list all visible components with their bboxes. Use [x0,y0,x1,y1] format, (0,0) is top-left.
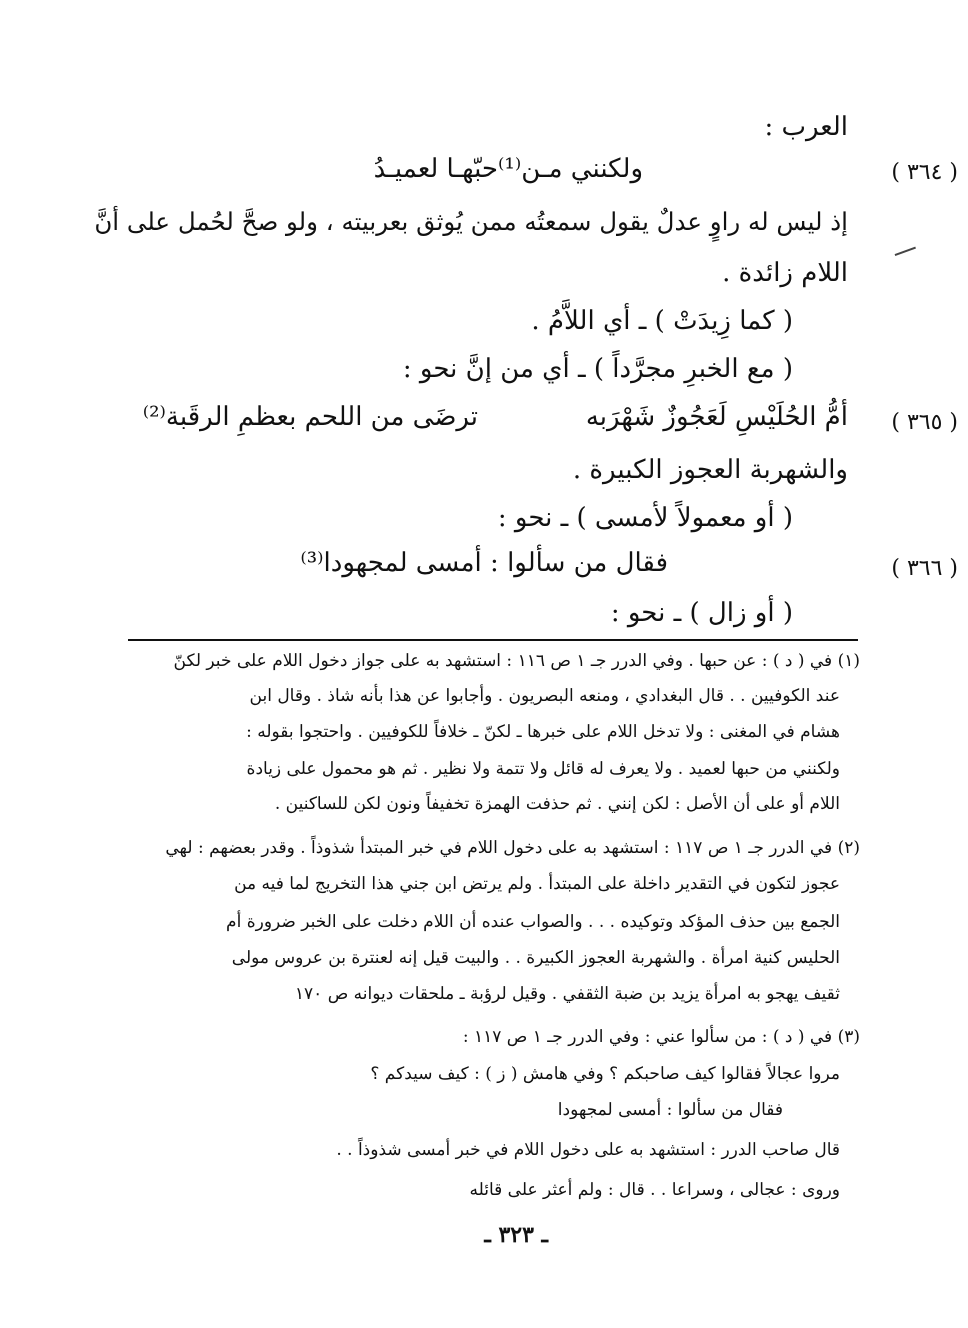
footnote-2-line: (٢) في الدرر جـ ١ ص ١١٧ : استشهد به على دخول اللام في خبر المبتدأ شذوذاً . وقدر بعضهم : لهي [165,838,860,858]
paragraph-line: اللام زائدة . [722,258,848,288]
commentary-line: ( كما زِيدَتْ ) ـ أي اللاَّمُ . [531,306,793,336]
footnote-1-line: (١) في ( د ) : عن حبها . وفي الدرر جـ ١ ص ١١٦ : استشهد به على جواز دخول اللام على خبر لكنّ [173,651,860,671]
verse-365-first-hemistich: أمُّ الحُلَيْسِ لَعَجُوزٌ شَهْرَبه [585,402,848,432]
paragraph-line: والشهربة العجوز الكبيرة . [572,455,848,485]
verse-366: فقال من سألوا : أمسى لمجهودا⁽³⁾ [300,548,668,578]
footnote-2-line: ثقيف يهجو به امرأة يزيد بن ضبة الثقفي . وقيل لرؤبة ـ ملحقات ديوانه ص ١٧٠ [294,984,840,1004]
footnote-3-line: قال صاحب الدرر : استشهد به على دخول اللام في خبر أمسى شذوذاً . . [336,1140,840,1160]
footnote-3-line: (٣) في ( د ) : من سألوا عني : وفي الدرر جـ ١ ص ١١٧ : [462,1027,860,1047]
footnote-3-line: وروى : عجالى ، وسراعا . . قال : ولم أعثر على قائله [469,1180,840,1200]
verse-number-364: ( ٣٦٤ ) [891,160,958,185]
footnote-2-line: عجوز لتكون في التقدير داخلة على المبتدأ . ولم يرتض ابن جني هذا التخريج لما فيه من [234,874,840,894]
verse-number-366: ( ٣٦٦ ) [891,556,958,581]
commentary-line: ( أو معمولاً لأمسى ) ـ نحو : [497,503,793,533]
footnote-1-line: اللام أو على أن الأصل : لكن إنني . ثم حذفت الهمزة تخفيفاً ونون لكن للساكنين . [274,794,840,814]
footnote-separator [128,639,858,641]
margin-mark [895,247,920,266]
verse-365-second-hemistich: ترضَى من اللحم بعظمِ الرقَبة⁽²⁾ [142,402,478,432]
page-number: ـ ٣٢٣ ـ [484,1222,548,1248]
footnote-2-line: الحليس كنية امرأة . والشهربة العجوز الكبيرة . . والبيت قيل إنه لعنترة بن عروس مولى [231,948,840,968]
footnote-1-line: عند الكوفيين . . قال البغدادي ، ومنعه البصريون . وأجابوا عن هذا بأنه شاذ . وقال ابن [249,686,840,706]
footnote-1-line: ولكنني من حبها لعميد . ولا يعرف له قائل ولا تتمة ولا نظير . ثم هو محمول على زيادة [246,759,840,779]
footnote-3-line: مروا عجالاً فقالوا كيف صاحبكم ؟ وفي هامش ( ز ) : كيف سيدكم ؟ [370,1064,840,1084]
intro-line: العرب : [764,112,848,142]
footnote-3-line: فقال من سألوا : أمسى لمجهودا [557,1100,783,1120]
footnote-1-line: هشام في المغنى : ولا تدخل اللام على خبرها ـ لكنّ ـ خلافاً للكوفيين . واحتجوا بقوله : [246,722,840,742]
footnote-2-line: الجمع بين حذف المؤكد وتوكيده . . . والصواب عنده أن اللام دخلت على الخبر ضرورة أم [226,912,840,932]
verse-number-365: ( ٣٦٥ ) [891,410,958,435]
commentary-line: ( مع الخبرِ مجرَّداً ) ـ أي من إنَّ نحو : [402,354,793,384]
commentary-line: ( أو زال ) ـ نحو : [610,598,793,628]
paragraph-line: إذ ليس له راوٍ عدلٌ يقول سمعتُه ممن يُوثق بعربيته ، ولو صحَّ لحُمل على أنَّ [94,207,848,236]
verse-364: ولكنني مـن⁽¹⁾حبّهـا لعميـدُ [373,154,643,184]
